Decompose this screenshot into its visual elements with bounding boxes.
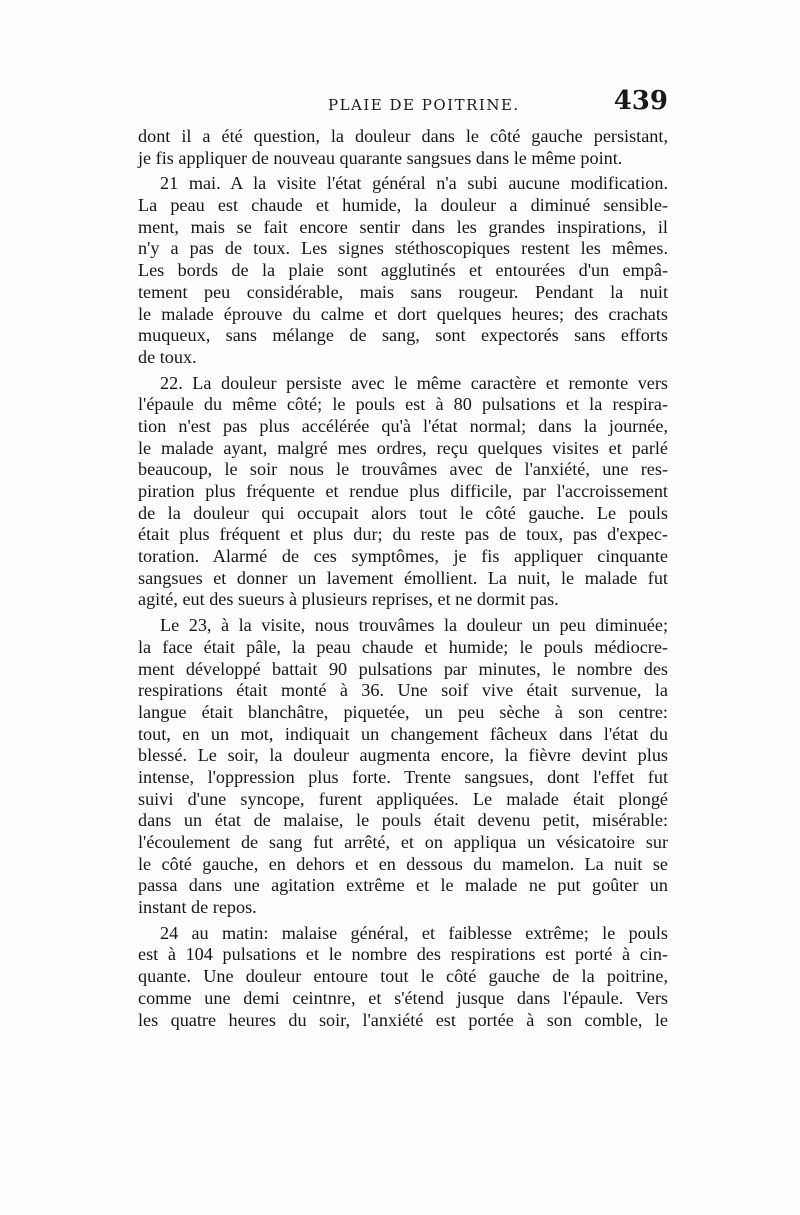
text-line: blessé. Le soir, la douleur augmenta encore, la fièvre devint plus bbox=[138, 745, 668, 766]
text-line: passa dans une agitation extrême et le malade ne put goûter un bbox=[138, 875, 668, 896]
text-line: ment, mais se fait encore sentir dans les grandes inspirations, il bbox=[138, 216, 668, 237]
text-line: le malade éprouve du calme et dort quelques heures; des crachats bbox=[138, 303, 668, 324]
text-line: Le 23, à la visite, nous trouvâmes la douleur un peu diminuée; bbox=[160, 615, 668, 636]
running-title: PLAIE DE POITRINE. bbox=[328, 96, 520, 114]
text-line: je fis appliquer de nouveau quarante sangsues dans le même point. bbox=[138, 147, 623, 168]
text-line: tout, en un mot, indiquait un changement fâcheux dans l'état du bbox=[138, 723, 668, 744]
text-line: comme une demi ceintnre, et s'étend jusque dans l'épaule. Vers bbox=[138, 987, 668, 1008]
text-line: tion n'est pas plus accélérée qu'à l'état normal; dans la journée, bbox=[138, 415, 668, 436]
body-text bbox=[138, 126, 668, 1031]
text-line: dans un état de malaise, le pouls était devenu petit, misérable: bbox=[138, 810, 668, 831]
text-line: intense, l'oppression plus forte. Trente sangsues, dont l'effet fut bbox=[138, 766, 668, 787]
text-line: tement peu considérable, mais sans rougeur. Pendant la nuit bbox=[138, 281, 668, 302]
text-line: Les bords de la plaie sont agglutinés et entourées d'un empâ- bbox=[138, 260, 668, 281]
text-line: suivi d'une syncope, furent appliquées. Le malade était plongé bbox=[138, 788, 668, 809]
text-line: est à 104 pulsations et le nombre des respirations est porté à cin- bbox=[138, 944, 668, 965]
paragraph bbox=[138, 126, 668, 169]
text-line: toration. Alarmé de ces symptômes, je fis appliquer cinquante bbox=[138, 546, 668, 567]
text-line: la face était pâle, la peau chaude et humide; le pouls médiocre- bbox=[138, 636, 668, 657]
text-line: langue était blanchâtre, piquetée, un peu sèche à son centre: bbox=[138, 701, 668, 722]
text-line: les quatre heures du soir, l'anxiété est portée à son comble, le bbox=[138, 1009, 668, 1030]
text-line: beaucoup, le soir nous le trouvâmes avec de l'anxiété, une res- bbox=[138, 459, 668, 480]
running-head bbox=[138, 86, 668, 126]
text-line: 22. La douleur persiste avec le même caractère et remonte vers bbox=[160, 372, 668, 393]
paragraph bbox=[138, 373, 668, 612]
text-line: l'écoulement de sang fut arrêté, et on appliqua un vésicatoire sur bbox=[138, 832, 668, 852]
text-line: instant de repos. bbox=[138, 897, 257, 918]
text-line: piration plus fréquente et rendue plus difficile, par l'accroissement bbox=[138, 481, 668, 501]
text-line: quante. Une douleur entoure tout le côté gauche de la poitrine, bbox=[138, 966, 668, 987]
text-line: était plus fréquent et plus dur; du reste pas de toux, pas d'expec- bbox=[138, 524, 668, 545]
text-line: dont il a été question, la douleur dans le côté gauche persistant, bbox=[138, 126, 668, 146]
text-line: ment développé battait 90 pulsations par minutes, le nombre des bbox=[138, 658, 668, 679]
text-line: 21 mai. A la visite l'état général n'a subi aucune modification. bbox=[160, 173, 668, 194]
paragraph bbox=[138, 615, 668, 919]
text-line: le malade ayant, malgré mes ordres, reçu quelques visites et parlé bbox=[138, 437, 668, 458]
paragraph bbox=[138, 923, 668, 1031]
text-line: de la douleur qui occupait alors tout le côté gauche. Le pouls bbox=[138, 502, 668, 523]
page-number: 439 bbox=[613, 86, 668, 116]
text-line: 24 au matin: malaise général, et faiblesse extrême; le pouls bbox=[160, 922, 668, 943]
text-line: le côté gauche, en dehors et en dessous du mamelon. La nuit se bbox=[138, 853, 668, 874]
text-line: La peau est chaude et humide, la douleur a diminué sensible- bbox=[138, 195, 668, 216]
text-line: muqueux, sans mélange de sang, sont expectorés sans efforts bbox=[138, 325, 668, 346]
text-line: respirations était monté à 36. Une soif vive était survenue, la bbox=[138, 680, 668, 701]
text-line: l'épaule du même côté; le pouls est à 80 pulsations et la respira- bbox=[138, 394, 668, 415]
text-line: sangsues et donner un lavement émollient. La nuit, le malade fut bbox=[138, 567, 668, 588]
text-line: agité, eut des sueurs à plusieurs reprises, et ne dormit pas. bbox=[138, 589, 559, 610]
text-line: n'y a pas de toux. Les signes stéthoscopiques restent les mêmes. bbox=[138, 238, 668, 259]
paragraph bbox=[138, 173, 668, 368]
text-line: de toux. bbox=[138, 346, 197, 367]
